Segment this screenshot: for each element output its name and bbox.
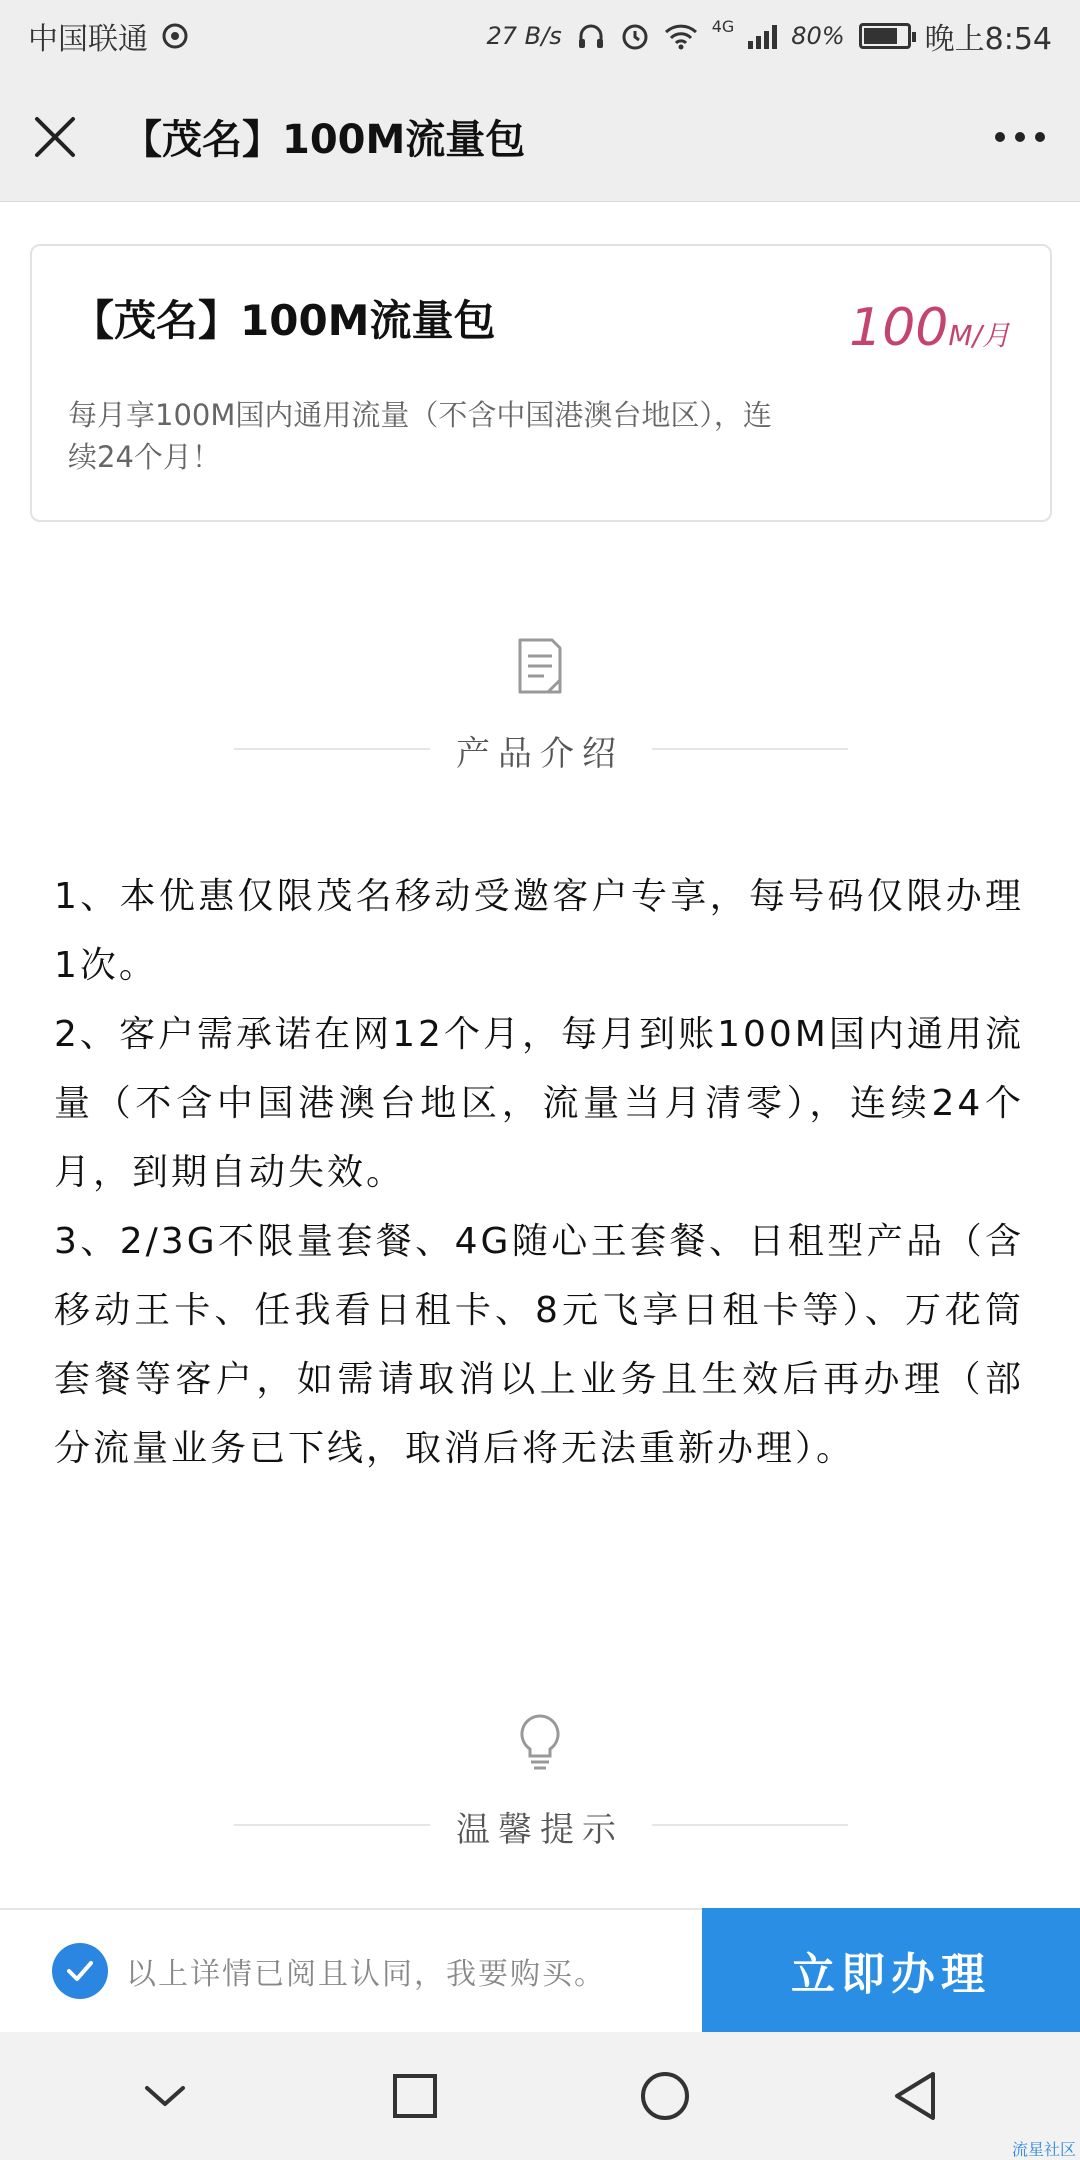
close-icon bbox=[33, 115, 77, 159]
price-unit: M/月 bbox=[948, 319, 1010, 352]
lightbulb-icon bbox=[514, 1712, 566, 1772]
nav-home-button[interactable] bbox=[625, 2056, 705, 2136]
intro-text bbox=[54, 862, 1024, 1483]
watermark: 流星社区 bbox=[1011, 2140, 1076, 2159]
divider-line bbox=[652, 748, 848, 750]
alarm-icon bbox=[620, 21, 650, 51]
intro-section-title: 产品介绍 bbox=[456, 734, 624, 774]
divider-line bbox=[652, 1824, 848, 1826]
product-description: 每月享100M国内通用流量（不含中国港澳台地区），连续24个月！ bbox=[68, 398, 772, 474]
headphones-icon bbox=[576, 21, 606, 51]
network-speed: 27 B/s bbox=[486, 22, 562, 50]
buy-now-button[interactable]: 立即办理 bbox=[702, 1908, 1080, 2032]
system-nav-bar bbox=[0, 2032, 1080, 2160]
clock: 晚上8:54 bbox=[924, 22, 1052, 57]
intro-section-header bbox=[0, 636, 1080, 786]
agree-checkbox-row[interactable] bbox=[0, 1910, 702, 2032]
more-options-button[interactable] bbox=[960, 72, 1080, 202]
carrier-label: 中国联通 bbox=[28, 22, 148, 57]
purchase-bar bbox=[0, 1908, 1080, 2032]
page-title: 【茂名】100M流量包 bbox=[122, 117, 526, 163]
battery-icon bbox=[859, 23, 911, 49]
signal-strength-icon bbox=[748, 23, 777, 49]
agree-text: 以上详情已阅且认同，我要购买。 bbox=[126, 1957, 606, 1992]
circle-icon bbox=[639, 2070, 691, 2122]
intro-item: 1、本优惠仅限茂名移动受邀客户专享，每号码仅限办理1次。 bbox=[54, 876, 1024, 986]
battery-percent: 80% bbox=[791, 22, 845, 50]
product-title: 【茂名】100M流量包 bbox=[72, 296, 496, 345]
intro-item: 3、2/3G不限量套餐、4G随心王套餐、日租型产品（含移动王卡、任我看日租卡、8元飞享日租卡等）、万花筒套餐等客户，如需请取消以上业务且生效后再办理（部分流量业务已下线，取消后将无法重新办理）。 bbox=[54, 1221, 1024, 1469]
intro-item: 2、客户需承诺在网12个月，每月到账100M国内通用流量（不含中国港澳台地区，流量当月清零），连续24个月，到期自动失效。 bbox=[54, 1014, 1024, 1193]
product-price bbox=[849, 298, 1010, 358]
wifi-icon bbox=[664, 22, 698, 50]
weibo-notification-icon bbox=[160, 21, 190, 51]
title-bar bbox=[0, 72, 1080, 202]
chevron-down-icon bbox=[143, 2082, 187, 2110]
nav-back-button[interactable] bbox=[875, 2056, 955, 2136]
square-icon bbox=[392, 2073, 438, 2119]
nav-recents-button[interactable] bbox=[375, 2056, 455, 2136]
checkmark-icon[interactable] bbox=[52, 1943, 108, 1999]
price-value: 100 bbox=[849, 298, 949, 358]
document-icon bbox=[514, 636, 566, 696]
more-icon bbox=[994, 131, 1046, 143]
tips-section-title: 温馨提示 bbox=[456, 1810, 624, 1850]
tips-section-header bbox=[0, 1712, 1080, 1862]
product-card bbox=[30, 244, 1052, 522]
network-type: 4G bbox=[711, 16, 735, 36]
triangle-back-icon bbox=[891, 2070, 939, 2122]
nav-collapse-button[interactable] bbox=[125, 2056, 205, 2136]
close-button[interactable] bbox=[0, 72, 110, 202]
battery-fill bbox=[864, 28, 898, 44]
status-bar bbox=[0, 0, 1080, 72]
